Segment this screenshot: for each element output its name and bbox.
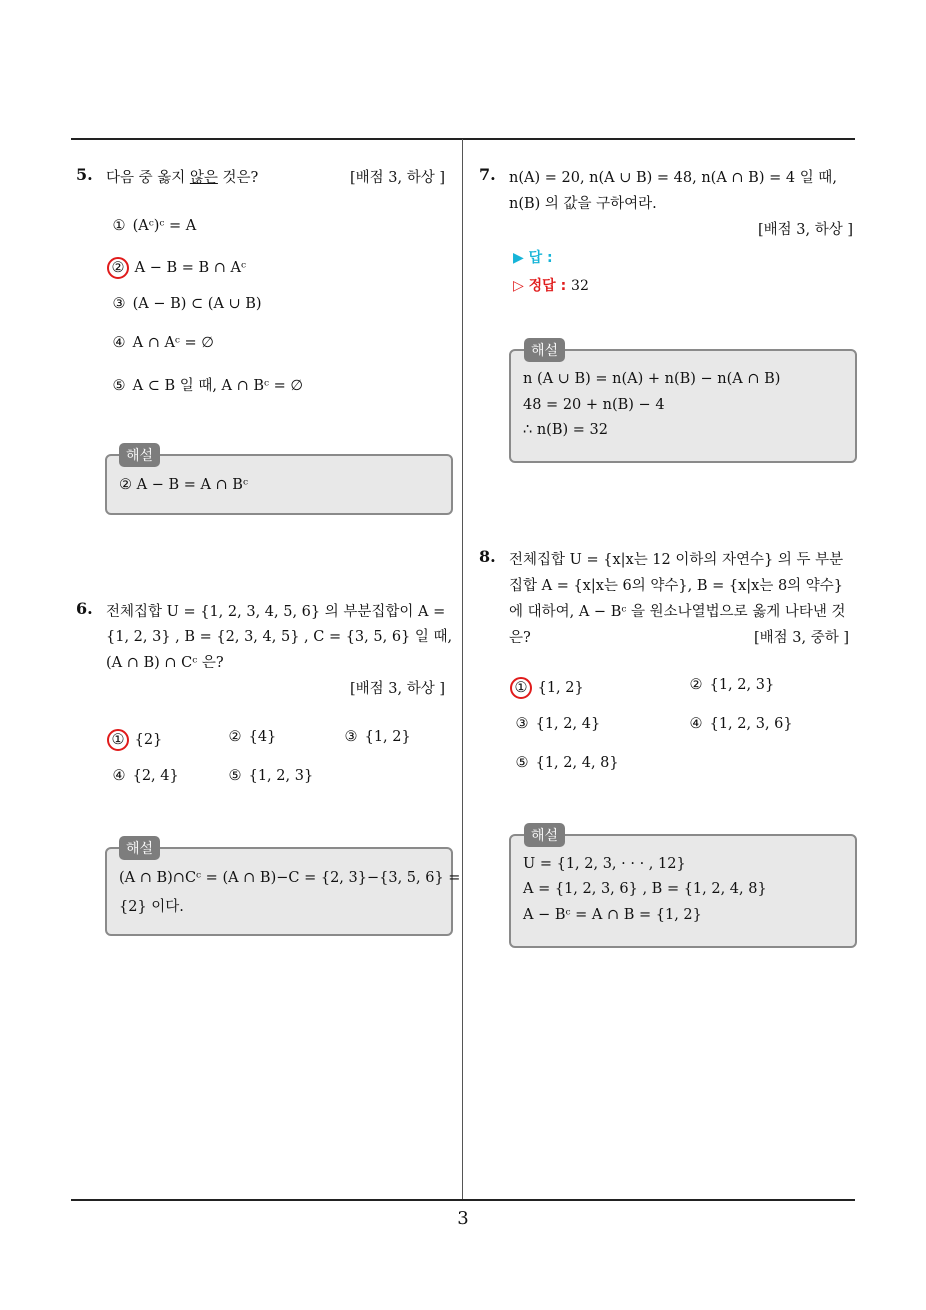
choice-text: A ∩ Aᶜ = ∅ xyxy=(132,335,214,351)
score-meta: [배점 3, 하상 ] xyxy=(758,222,854,238)
explanation-line: ② A − B = A ∩ Bᶜ xyxy=(119,477,248,493)
question-text-line: (A ∩ B) ∩ Cᶜ 은? xyxy=(106,655,224,671)
explanation-line: A = {1, 2, 3, 6} , B = {1, 2, 4, 8} xyxy=(523,881,767,897)
choice-text: {1, 2} xyxy=(364,729,411,745)
score-meta: [배점 3, 하상 ] xyxy=(350,681,446,697)
question-text-line: n(A) = 20, n(A ∪ B) = 48, n(A ∩ B) = 4 일 때, xyxy=(509,170,837,186)
question-text-line: 전체집합 U = {1, 2, 3, 4, 5, 6} 의 부분집합이 A = xyxy=(106,604,446,620)
top-rule xyxy=(71,138,855,140)
explanation-line: 48 = 20 + n(B) − 4 xyxy=(523,397,665,413)
answer-input-label[interactable]: ▶ 답 : xyxy=(513,250,553,266)
question-number: 5. xyxy=(76,165,93,184)
choice-2[interactable] xyxy=(226,729,276,745)
question-text: 다음 중 옳지 않은 것은? xyxy=(106,170,259,186)
explanation-line: ∴ n(B) = 32 xyxy=(523,422,608,438)
correct-answer xyxy=(513,275,589,295)
choice-5[interactable] xyxy=(226,768,313,784)
explanation-box xyxy=(105,847,461,936)
choice-text: {1, 2, 4, 8} xyxy=(535,755,619,771)
question-number: 7. xyxy=(479,165,496,184)
choice-text: {1, 2, 3, 6} xyxy=(709,716,793,732)
choice-mark: ④ xyxy=(689,716,703,732)
choice-text: (A − B) ⊂ (A ∪ B) xyxy=(132,296,262,312)
choice-text: {1, 2, 3} xyxy=(248,768,314,784)
explanation-tag: 해설 xyxy=(524,338,565,362)
choice-mark: ③ xyxy=(112,296,126,312)
explanation-box xyxy=(509,349,857,463)
choice-text: {4} xyxy=(248,729,277,745)
choice-2[interactable] xyxy=(687,677,774,693)
choice-mark: ③ xyxy=(344,729,358,745)
choice-text: {2} xyxy=(134,732,163,748)
choice-1[interactable] xyxy=(513,677,584,699)
question-text-line: 은? xyxy=(509,630,531,646)
choice-mark: ⑤ xyxy=(112,378,126,394)
explanation-tag: 해설 xyxy=(119,836,160,860)
choice-5[interactable] xyxy=(110,374,303,395)
correct-answer-value: 32 xyxy=(571,278,589,294)
explanation-box xyxy=(509,834,857,948)
explanation-tag: 해설 xyxy=(119,443,160,467)
choice-mark: ⑤ xyxy=(515,755,529,771)
question-text-line: 집합 A = {x|x는 6의 약수}, B = {x|x는 8의 약수} xyxy=(509,578,844,594)
explanation-line: n (A ∪ B) = n(A) + n(B) − n(A ∩ B) xyxy=(523,371,781,387)
choice-4[interactable] xyxy=(110,768,179,784)
underlined-word: 않은 xyxy=(189,170,218,186)
choice-text: {1, 2, 4} xyxy=(535,716,601,732)
choice-2[interactable] xyxy=(110,257,246,279)
selected-answer-circle: ② xyxy=(107,257,129,279)
choice-mark: ⑤ xyxy=(228,768,242,784)
score-meta: [배점 3, 하상 ] xyxy=(350,170,446,186)
score-meta: [배점 3, 중하 ] xyxy=(754,630,850,646)
explanation-line: {2} 이다. xyxy=(119,899,184,915)
bottom-rule xyxy=(71,1199,855,1201)
selected-answer-circle: ① xyxy=(510,677,532,699)
choice-3[interactable] xyxy=(110,296,262,312)
choice-4[interactable] xyxy=(687,716,793,732)
correct-answer-label: ▷ 정답 : xyxy=(513,278,567,294)
choice-text: {1, 2} xyxy=(537,680,584,696)
choice-text: A − B = B ∩ Aᶜ xyxy=(134,260,246,276)
question-text-line: 에 대하여, A − Bᶜ 을 원소나열법으로 옳게 나타낸 것 xyxy=(509,604,846,620)
question-text-line: 전체집합 U = {x|x는 12 이하의 자연수} 의 두 부분 xyxy=(509,552,844,568)
choice-mark: ③ xyxy=(515,716,529,732)
explanation-tag: 해설 xyxy=(524,823,565,847)
explanation-line: (A ∩ B)∩Cᶜ = (A ∩ B)−C = {2, 3}−{3, 5, 6} = xyxy=(119,870,461,886)
question-text-line: n(B) 의 값을 구하여라. xyxy=(509,196,657,212)
explanation-line: U = {1, 2, 3, · · · , 12} xyxy=(523,856,686,872)
page-number: 3 xyxy=(457,1208,469,1229)
choice-text: A ⊂ B 일 때, A ∩ Bᶜ = ∅ xyxy=(132,378,304,394)
choice-1[interactable] xyxy=(110,729,162,751)
column-divider xyxy=(462,139,463,1201)
choice-text: {1, 2, 3} xyxy=(709,677,775,693)
choice-mark: ② xyxy=(228,729,242,745)
choice-mark: ④ xyxy=(112,335,126,351)
choice-4[interactable] xyxy=(110,335,214,351)
question-number: 6. xyxy=(76,599,93,618)
question-text-line: {1, 2, 3} , B = {2, 3, 4, 5} , C = {3, 5, 6} 일 때, xyxy=(106,629,453,645)
choice-mark: ① xyxy=(112,218,126,234)
choice-mark: ② xyxy=(689,677,703,693)
choice-3[interactable] xyxy=(342,729,411,745)
choice-mark: ④ xyxy=(112,768,126,784)
selected-answer-circle: ① xyxy=(107,729,129,751)
explanation-line: A − Bᶜ = A ∩ B = {1, 2} xyxy=(523,907,702,923)
choice-text: (Aᶜ)ᶜ = A xyxy=(132,218,197,234)
choice-1[interactable] xyxy=(110,218,196,234)
question-number: 8. xyxy=(479,547,496,566)
choice-3[interactable] xyxy=(513,716,600,732)
choice-text: {2, 4} xyxy=(132,768,179,784)
choice-5[interactable] xyxy=(513,755,619,771)
